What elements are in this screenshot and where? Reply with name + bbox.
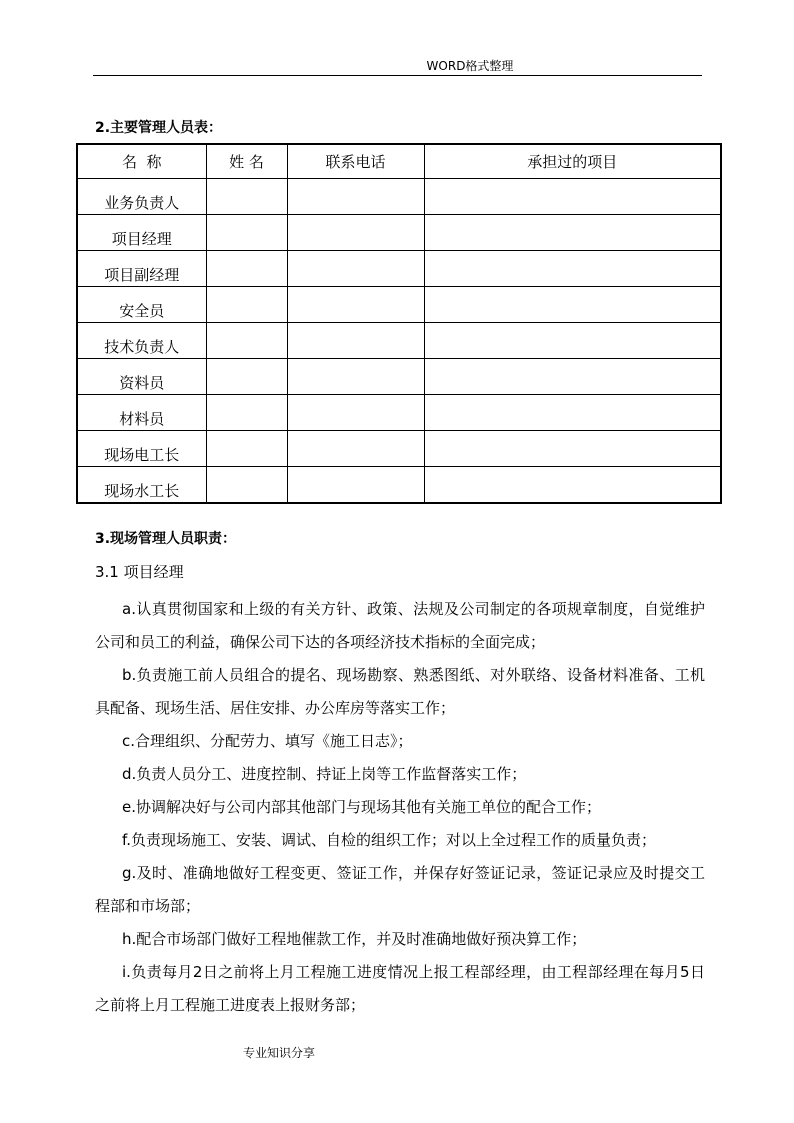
table-cell-role: 项目经理 xyxy=(77,215,206,251)
table-cell-person xyxy=(206,179,287,215)
table-cell-role: 技术负责人 xyxy=(77,323,206,359)
table-cell-phone xyxy=(287,395,424,431)
table-row xyxy=(77,251,721,287)
table-cell-projects xyxy=(424,395,721,431)
table-cell-projects xyxy=(424,287,721,323)
column-header-projects: 承担过的项目 xyxy=(424,144,721,179)
table-cell-person xyxy=(206,395,287,431)
table-row xyxy=(77,431,721,467)
table-cell-person xyxy=(206,287,287,323)
table-cell-role: 材料员 xyxy=(77,395,206,431)
duties-list xyxy=(95,593,705,1022)
column-header-name: 名 称 xyxy=(77,144,206,179)
table-row xyxy=(77,467,721,504)
table-cell-projects xyxy=(424,359,721,395)
table-cell-phone xyxy=(287,251,424,287)
table-cell-person xyxy=(206,215,287,251)
list-item: f.负责现场施工、安装、调试、自检的组织工作；对以上全过程工作的质量负责； xyxy=(122,831,656,849)
table-cell-role: 安全员 xyxy=(77,287,206,323)
management-staff-table xyxy=(76,143,722,504)
table-cell-projects xyxy=(424,467,721,504)
table-row xyxy=(77,215,721,251)
table-cell-projects xyxy=(424,431,721,467)
table-cell-phone xyxy=(287,323,424,359)
column-header-person: 姓 名 xyxy=(206,144,287,179)
table-header-row xyxy=(77,144,721,179)
header-divider xyxy=(93,75,702,76)
table-cell-phone xyxy=(287,359,424,395)
table-cell-role: 资料员 xyxy=(77,359,206,395)
table-cell-role: 现场电工长 xyxy=(77,431,206,467)
table-cell-person xyxy=(206,359,287,395)
table-cell-phone xyxy=(287,467,424,504)
list-item: h.配合市场部门做好工程地催款工作，并及时准确地做好预决算工作； xyxy=(122,930,587,948)
table-cell-phone xyxy=(287,287,424,323)
table-row xyxy=(77,179,721,215)
list-item: c.合理组织、分配劳力、填写《施工日志》； xyxy=(122,732,413,750)
table-cell-projects xyxy=(424,251,721,287)
table-cell-role: 现场水工长 xyxy=(77,467,206,504)
table-cell-phone xyxy=(287,179,424,215)
table-cell-person xyxy=(206,251,287,287)
table-cell-role: 项目副经理 xyxy=(77,251,206,287)
list-item: a.认真贯彻国家和上级的有关方针、政策、法规及公司制定的各项规章制度，自觉维护公司和员工的利益，确保公司下达的各项经济技术指标的全面完成； xyxy=(95,600,705,651)
list-item: b.负责施工前人员组合的提名、现场勘察、熟悉图纸、对外联络、设备材料准备、工机具配备、现场生活、居住安排、办公库房等落实工作； xyxy=(95,666,705,717)
list-item: d.负责人员分工、进度控制、持证上岗等工作监督落实工作； xyxy=(122,765,527,783)
table-cell-person xyxy=(206,431,287,467)
page-header: WORD格式整理 xyxy=(426,59,514,73)
table-row xyxy=(77,287,721,323)
table-cell-phone xyxy=(287,431,424,467)
table-row xyxy=(77,323,721,359)
table-row xyxy=(77,359,721,395)
table-cell-projects xyxy=(424,179,721,215)
section-3-title: 3.现场管理人员职责： xyxy=(95,531,237,547)
column-header-phone: 联系电话 xyxy=(287,144,424,179)
page-footer: 专业知识分享 xyxy=(243,1046,316,1060)
list-item: g.及时、准确地做好工程变更、签证工作，并保存好签证记录，签证记录应及时提交工程部和市场部； xyxy=(95,864,705,915)
table-cell-person xyxy=(206,323,287,359)
list-item: i.负责每月2日之前将上月工程施工进度情况上报工程部经理，由工程部经理在每月5日之前将上月工程施工进度表上报财务部； xyxy=(95,963,705,1014)
table-cell-role: 业务负责人 xyxy=(77,179,206,215)
section-2-title: 2.主要管理人员表： xyxy=(95,120,223,136)
table-cell-projects xyxy=(424,323,721,359)
list-item: e.协调解决好与公司内部其他部门与现场其他有关施工单位的配合工作； xyxy=(122,798,601,816)
table-row xyxy=(77,395,721,431)
table-cell-person xyxy=(206,467,287,504)
table-cell-projects xyxy=(424,215,721,251)
table-cell-phone xyxy=(287,215,424,251)
subsection-title: 3.1 项目经理 xyxy=(95,563,184,581)
